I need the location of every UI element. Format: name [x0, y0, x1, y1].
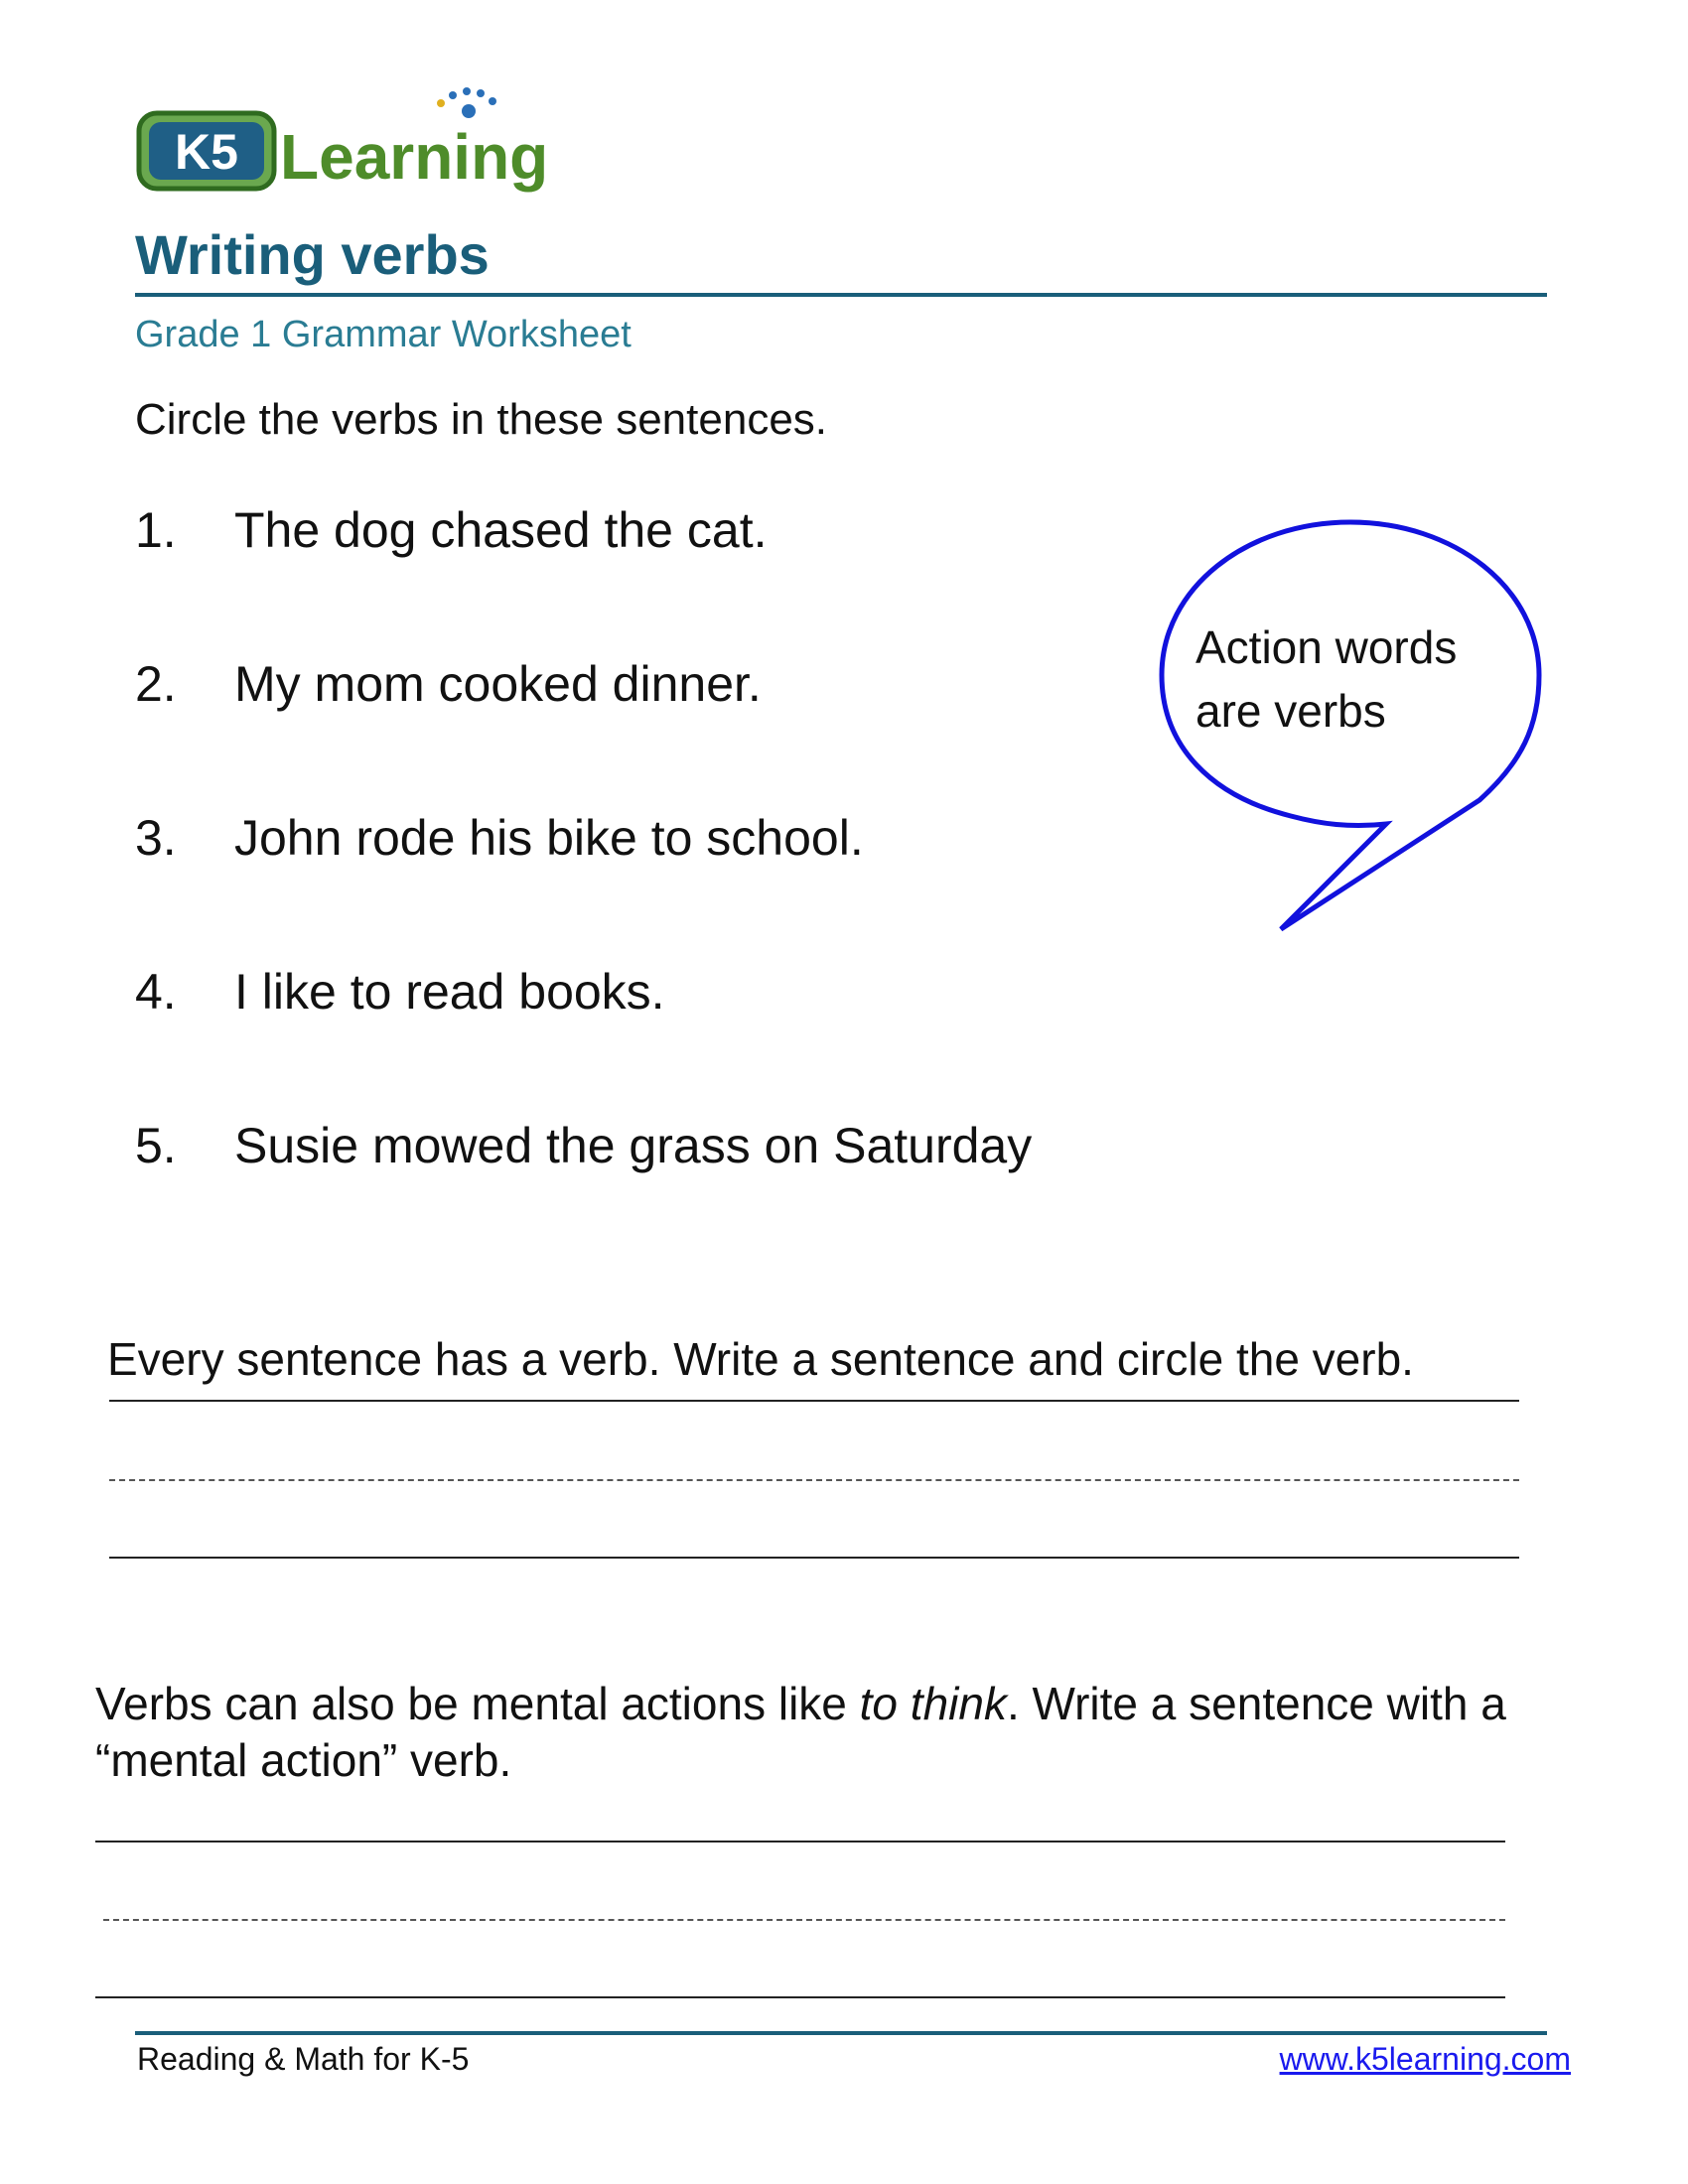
section2-prompt-italic: to think — [859, 1678, 1007, 1729]
sentence-item — [135, 963, 665, 1021]
logo-wordmark-text: Learning — [280, 121, 549, 193]
sentence-text: The dog chased the cat. — [234, 502, 768, 558]
writing-line-solid — [109, 1557, 1519, 1559]
sentence-number: 4. — [135, 964, 177, 1020]
section2-prompt — [95, 1676, 1545, 1789]
writing-line-dashed — [103, 1919, 1505, 1921]
logo-star-figure-icon — [437, 87, 496, 118]
writing-line-dashed — [109, 1479, 1519, 1481]
instructions-text: Circle the verbs in these sentences. — [135, 395, 828, 444]
sentence-item — [135, 809, 864, 867]
sentence-text: I like to read books. — [234, 964, 665, 1020]
sentence-number: 3. — [135, 810, 177, 866]
k5-learning-logo — [135, 85, 572, 203]
section2-prompt-part2: . Write a sentence with a “mental action” verb. — [95, 1678, 1506, 1786]
sentence-text: My mom cooked dinner. — [234, 656, 762, 712]
footer-website-link[interactable]: www.k5learning.com — [1279, 2041, 1571, 2077]
sentence-number: 2. — [135, 656, 177, 712]
writing-line-solid — [109, 1400, 1519, 1402]
sentence-item — [135, 655, 762, 713]
section2-prompt-part1: Verbs can also be mental actions like — [95, 1678, 860, 1729]
sentence-text: John rode his bike to school. — [234, 810, 864, 866]
sentence-item — [135, 1117, 1032, 1174]
writing-line-solid — [95, 1841, 1505, 1843]
sentence-number: 5. — [135, 1118, 177, 1173]
page-subtitle: Grade 1 Grammar Worksheet — [135, 314, 632, 355]
bubble-line-1: Action words — [1196, 621, 1458, 673]
speech-bubble-text — [1196, 615, 1533, 743]
writing-line-solid — [95, 1996, 1505, 1998]
sentence-text: Susie mowed the grass on Saturday — [234, 1118, 1033, 1173]
page-title: Writing verbs — [135, 223, 490, 286]
section1-prompt: Every sentence has a verb. Write a sentence and circle the verb. — [107, 1333, 1414, 1385]
logo-k5-text: K5 — [175, 124, 238, 180]
sentence-item — [135, 501, 767, 559]
footer-tagline: Reading & Math for K-5 — [137, 2041, 470, 2077]
title-divider — [135, 293, 1547, 297]
footer-divider — [135, 2031, 1547, 2035]
bubble-line-2: are verbs — [1196, 685, 1386, 737]
sentence-number: 1. — [135, 502, 177, 558]
